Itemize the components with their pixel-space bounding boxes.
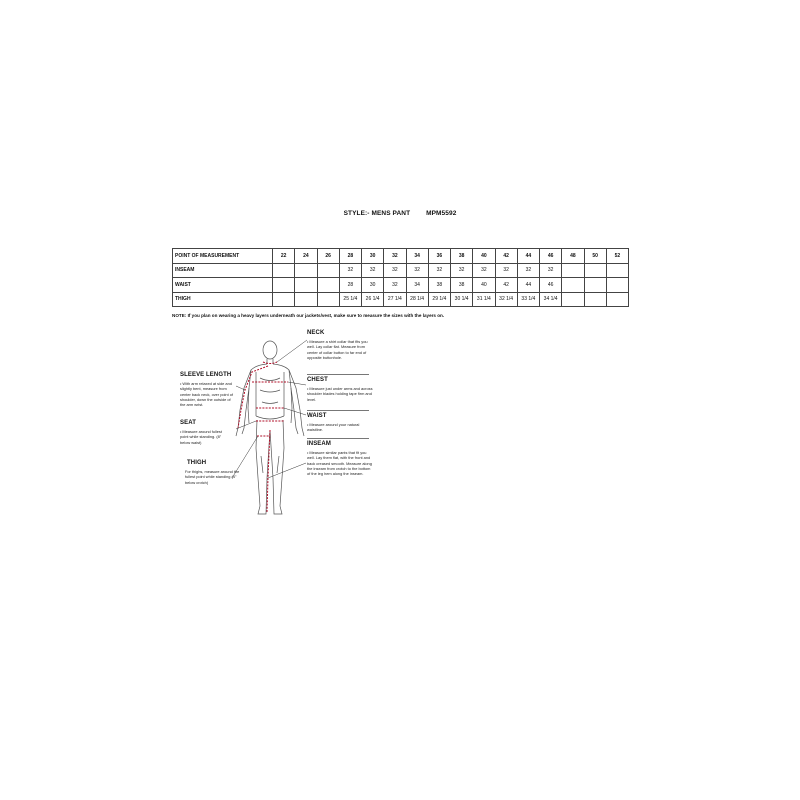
value-cell: 32 [495,263,517,278]
size-header-cell: 46 [540,249,562,264]
seat-title: SEAT [180,420,196,426]
value-cell: 32 [517,263,539,278]
value-cell: 29 1/4 [428,292,450,307]
table-row [173,292,629,307]
value-cell [606,292,628,307]
row-label-cell: THIGH [173,292,273,307]
value-cell [295,292,317,307]
table-row [173,263,629,278]
size-header-cell: 30 [362,249,384,264]
value-cell: 32 [406,263,428,278]
value-cell: 38 [428,278,450,293]
table-header-row [173,249,629,264]
value-cell [584,263,606,278]
size-chart-table [172,248,629,307]
size-header-cell: 26 [317,249,339,264]
waist-text: • Measure around your natural waistline. [307,422,373,433]
value-cell: 28 [339,278,361,293]
seat-text: • Measure around fullest point while standing. (8" below waist) [180,429,228,445]
row-label-cell: WAIST [173,278,273,293]
value-cell: 38 [451,278,473,293]
value-cell [273,292,295,307]
value-cell: 34 [406,278,428,293]
value-cell: 40 [473,278,495,293]
neck-line [263,362,277,364]
value-cell [295,278,317,293]
value-cell [606,278,628,293]
sleeve-text: • With arm relaxed at side and slightly bent, measure from center back neck, over point of shoulder, down the outside of the arm wrist. [180,381,236,407]
header-cell: POINT OF MEASUREMENT [173,249,273,264]
value-cell: 32 [339,263,361,278]
size-header-cell: 28 [339,249,361,264]
value-cell [317,278,339,293]
value-cell [317,292,339,307]
value-cell [584,292,606,307]
body-outline [236,341,304,514]
value-cell: 28 1/4 [406,292,428,307]
value-cell: 32 [451,263,473,278]
size-header-cell: 36 [428,249,450,264]
chest-text: • Measure just under arms and across shoulder blades holding tape firm and level. [307,386,373,402]
thigh-title: THIGH [187,460,207,466]
thigh-text: For thighs, measure around the fullest point while standing (4" below crotch) [185,469,240,485]
table-row [173,278,629,293]
value-cell [584,278,606,293]
value-cell [562,292,584,307]
divider [307,374,369,375]
value-cell [606,263,628,278]
value-cell [273,263,295,278]
value-cell: 32 [428,263,450,278]
sleeve-title: SLEEVE LENGTH [180,372,232,378]
value-cell: 46 [540,278,562,293]
style-code: MPM5592 [426,210,457,217]
value-cell: 44 [517,278,539,293]
value-cell: 30 [362,278,384,293]
divider [307,438,369,439]
neck-title: NECK [307,330,325,336]
size-header-cell: 42 [495,249,517,264]
value-cell: 32 [540,263,562,278]
value-cell: 32 [384,278,406,293]
value-cell [562,278,584,293]
size-header-cell: 52 [606,249,628,264]
size-header-cell: 32 [384,249,406,264]
divider [307,410,369,411]
size-header-cell: 22 [273,249,295,264]
size-header-cell: 48 [562,249,584,264]
inseam-title: INSEAM [307,441,331,447]
value-cell: 42 [495,278,517,293]
value-cell: 31 1/4 [473,292,495,307]
value-cell: 32 [473,263,495,278]
size-header-cell: 38 [451,249,473,264]
layer-note: NOTE: If you plan on wearing a heavy layers underneath our jackets/vest, make sure to measure the sizes with the layers on. [172,313,445,318]
size-header-cell: 44 [517,249,539,264]
waist-title: WAIST [307,413,327,419]
chest-title: CHEST [307,377,328,383]
measurement-guide [172,328,372,523]
value-cell [562,263,584,278]
value-cell: 32 [362,263,384,278]
style-line [0,210,800,217]
pointer-lines [232,340,307,478]
size-header-cell: 50 [584,249,606,264]
value-cell [317,263,339,278]
size-header-cell: 24 [295,249,317,264]
value-cell: 34 1/4 [540,292,562,307]
size-header-cell: 40 [473,249,495,264]
value-cell [295,263,317,278]
value-cell: 26 1/4 [362,292,384,307]
style-label: STYLE:- MENS PANT [343,210,411,217]
neck-text: • Measure a shirt collar that fits you well. Lay collar flat. Measure from center of collar button to far end of opposite buttonhole. [307,339,373,360]
value-cell: 32 [384,263,406,278]
value-cell: 30 1/4 [451,292,473,307]
value-cell: 32 1/4 [495,292,517,307]
inseam-text: • Measure similar pants that fit you well. Lay them flat, with the front and back creased smooth. Measure along the inseam from crotch to the bottom of the leg hem along the inseam. [307,450,373,476]
value-cell: 33 1/4 [517,292,539,307]
value-cell: 27 1/4 [384,292,406,307]
value-cell [273,278,295,293]
size-header-cell: 34 [406,249,428,264]
row-label-cell: INSEAM [173,263,273,278]
value-cell: 25 1/4 [339,292,361,307]
